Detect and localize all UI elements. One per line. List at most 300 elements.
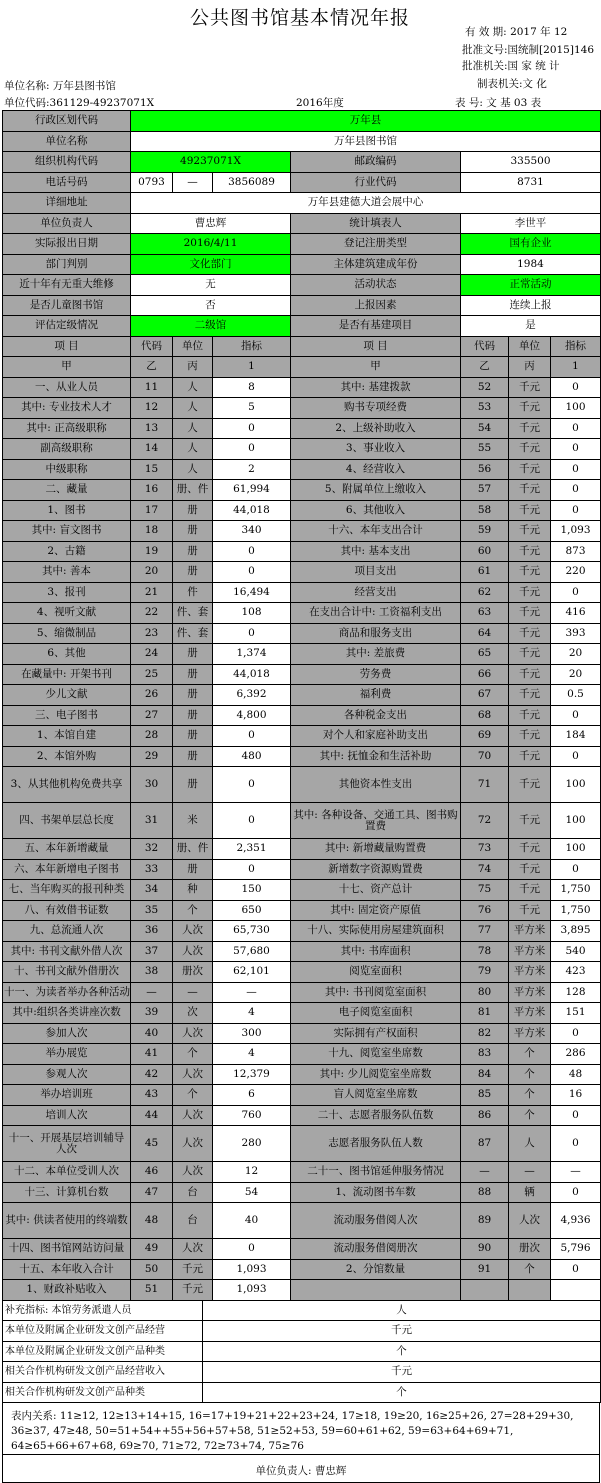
filler-value: 李世平 — [461, 213, 601, 234]
cell-li: 九、总流通人次 — [3, 921, 131, 942]
cell-lc: 15 — [131, 459, 173, 480]
cell-ri: 新增数字资源购置费 — [291, 859, 461, 880]
cell-rv: 1,750 — [551, 900, 601, 921]
cell-ru: 千元 — [509, 880, 551, 901]
cell-lu: 人次 — [173, 1064, 213, 1085]
approval-org: 批准机关:国 家 统 计 — [462, 60, 560, 72]
cell-lu: 人次 — [173, 1239, 213, 1260]
cell-lu: 册 — [173, 685, 213, 706]
cell-ri: 十七、资产总计 — [291, 880, 461, 901]
filler-label: 统计填表人 — [291, 213, 461, 234]
cell-li: 五、本年新增藏量 — [3, 839, 131, 860]
cell-li: 中级职称 — [3, 459, 131, 480]
cell-lu: 册 — [173, 500, 213, 521]
cell-li: 十一、开展基层培训辅导人次 — [3, 1126, 131, 1162]
cell-rc: 62 — [461, 582, 509, 603]
table-row — [3, 623, 601, 644]
cell-ru: 平方米 — [509, 982, 551, 1003]
cell-ri: 4、经营收入 — [291, 459, 461, 480]
table-row — [3, 1162, 601, 1183]
date-value: 2016/4/11 — [131, 234, 291, 255]
supplement-row — [3, 1321, 601, 1342]
cell-ru: 个 — [509, 1085, 551, 1106]
cell-lc: 14 — [131, 439, 173, 460]
cell-rc: 76 — [461, 900, 509, 921]
cell-ru: 千元 — [509, 500, 551, 521]
cell-ri: 商品和服务支出 — [291, 623, 461, 644]
build-year-label: 主体建筑建成年份 — [291, 254, 461, 275]
cell-rc: 85 — [461, 1085, 509, 1106]
cell-lv: 108 — [213, 603, 291, 624]
cell-rc: 82 — [461, 1023, 509, 1044]
relations-label: 表内关系: — [11, 1410, 57, 1422]
cell-lv: 40 — [213, 1203, 291, 1239]
cell-rc: 83 — [461, 1044, 509, 1065]
cell-lu: — — [173, 982, 213, 1003]
cell-lc: 33 — [131, 859, 173, 880]
cell-lv: 62,101 — [213, 962, 291, 983]
colsub-code: 乙 — [131, 357, 173, 378]
cell-lc: 44 — [131, 1105, 173, 1126]
cell-lu: 册、件 — [173, 839, 213, 860]
cell-lu: 册 — [173, 705, 213, 726]
supplement-unit: 千元 — [203, 1321, 601, 1342]
org-code-value: 49237071X — [131, 152, 291, 173]
cell-lc: 45 — [131, 1126, 173, 1162]
cell-lv: 0 — [213, 726, 291, 747]
cell-lv: 2,351 — [213, 839, 291, 860]
cell-rv: 100 — [551, 767, 601, 803]
table-row — [3, 603, 601, 624]
cell-ri: 6、其他收入 — [291, 500, 461, 521]
table-row — [3, 962, 601, 983]
cell-rv: 1,750 — [551, 880, 601, 901]
table-row — [3, 480, 601, 501]
supplement-row — [3, 1362, 601, 1383]
cell-li: 1、图书 — [3, 500, 131, 521]
cell-rv: 0 — [551, 459, 601, 480]
cell-rv: 184 — [551, 726, 601, 747]
cell-rc: 65 — [461, 644, 509, 665]
cell-ru: 人次 — [509, 1203, 551, 1239]
cell-ru: 千元 — [509, 398, 551, 419]
cell-lc: 26 — [131, 685, 173, 706]
cell-lc: 46 — [131, 1162, 173, 1183]
cell-rc: 75 — [461, 880, 509, 901]
cell-li: 六、本年新增电子图书 — [3, 859, 131, 880]
cell-ri — [291, 1280, 461, 1301]
cell-lc: 51 — [131, 1280, 173, 1301]
cell-rv: — — [551, 1162, 601, 1183]
cell-li: 6、其他 — [3, 644, 131, 665]
cell-lv: 6,392 — [213, 685, 291, 706]
cell-lv: 0 — [213, 418, 291, 439]
cell-lc: 50 — [131, 1259, 173, 1280]
cell-lv: 340 — [213, 521, 291, 542]
cell-li: 举办培训班 — [3, 1085, 131, 1106]
cell-lc: 12 — [131, 398, 173, 419]
cell-rv: 20 — [551, 664, 601, 685]
cell-lu: 册 — [173, 726, 213, 747]
cell-rv: 5,796 — [551, 1239, 601, 1260]
cell-li: 少儿文献 — [3, 685, 131, 706]
cell-lu: 册 — [173, 644, 213, 665]
cell-lv: 1,093 — [213, 1259, 291, 1280]
table-row — [3, 746, 601, 767]
table-row — [3, 1085, 601, 1106]
table-row — [3, 644, 601, 665]
supplement-unit: 个 — [203, 1382, 601, 1403]
cell-ru: 千元 — [509, 705, 551, 726]
cell-lv: 57,680 — [213, 941, 291, 962]
table-row — [3, 1064, 601, 1085]
repair-value: 无 — [131, 275, 291, 296]
cell-rc: 54 — [461, 418, 509, 439]
cell-li: 其中: 正高级职称 — [3, 418, 131, 439]
table-row — [3, 459, 601, 480]
cell-lc: 35 — [131, 900, 173, 921]
unit-name-value: 万年县图书馆 — [131, 131, 601, 152]
cell-rv: 220 — [551, 562, 601, 583]
cell-ru: 人 — [509, 1126, 551, 1162]
cell-ru: 平方米 — [509, 1023, 551, 1044]
dept-label: 部门判别 — [3, 254, 131, 275]
report-factor-value: 连续上报 — [461, 295, 601, 316]
cell-rv: 0 — [551, 746, 601, 767]
cell-lv: — — [213, 982, 291, 1003]
cell-ru: 千元 — [509, 377, 551, 398]
cell-li: 3、从其他机构免费共享 — [3, 767, 131, 803]
col-value: 指标 — [551, 336, 601, 357]
cell-lu: 人 — [173, 439, 213, 460]
issuer: 制表机关:文 化 — [477, 78, 547, 90]
cell-ri: 其中: 新增藏量购置费 — [291, 839, 461, 860]
table-row — [3, 726, 601, 747]
org-code-label: 组织机构代码 — [3, 152, 131, 173]
supplement-row — [3, 1300, 601, 1321]
cell-rv: 100 — [551, 803, 601, 839]
table-row — [3, 767, 601, 803]
phone-dash: — — [173, 172, 213, 193]
cell-rv: 393 — [551, 623, 601, 644]
repair-label: 近十年有无重大维修 — [3, 275, 131, 296]
cell-lv: 0 — [213, 859, 291, 880]
address-label: 详细地址 — [3, 193, 131, 214]
cell-ru: 千元 — [509, 459, 551, 480]
cell-ri: 十九、阅览室坐席数 — [291, 1044, 461, 1065]
table-row — [3, 1203, 601, 1239]
cell-lu: 册 — [173, 746, 213, 767]
cell-rc: 68 — [461, 705, 509, 726]
reg-type-label: 登记注册类型 — [291, 234, 461, 255]
col-unit: 单位 — [509, 336, 551, 357]
cell-ri: 2、分馆数量 — [291, 1259, 461, 1280]
cell-li: 1、财政补贴收入 — [3, 1280, 131, 1301]
cell-rv: 0 — [551, 1259, 601, 1280]
colsub-item: 甲 — [291, 357, 461, 378]
cell-lc: 18 — [131, 521, 173, 542]
cell-li: 1、本馆自建 — [3, 726, 131, 747]
cell-lc: 31 — [131, 803, 173, 839]
cell-rc: 73 — [461, 839, 509, 860]
form-no: 表 号: 文 基 03 表 — [455, 97, 542, 109]
cell-lc: 28 — [131, 726, 173, 747]
cell-lc: 38 — [131, 962, 173, 983]
cell-rv: 540 — [551, 941, 601, 962]
table-row — [3, 541, 601, 562]
table-row — [3, 1126, 601, 1162]
cell-lv: 12,379 — [213, 1064, 291, 1085]
cell-li: 七、当年购买的报刊种类 — [3, 880, 131, 901]
cell-lv: 0 — [213, 562, 291, 583]
cell-lc: 42 — [131, 1064, 173, 1085]
cell-li: 其中: 书刊文献外借人次 — [3, 941, 131, 962]
cell-ri: 十八、实际使用房屋建筑面积 — [291, 921, 461, 942]
supplement-label: 相关合作机构研发文创产品经营收入 — [3, 1362, 203, 1383]
cell-lu: 米 — [173, 803, 213, 839]
cell-lc: 36 — [131, 921, 173, 942]
cell-ri: 流动服务借阅册次 — [291, 1239, 461, 1260]
cell-lu: 人次 — [173, 1023, 213, 1044]
table-row — [3, 500, 601, 521]
cell-ru: 平方米 — [509, 962, 551, 983]
cell-rv: 151 — [551, 1003, 601, 1024]
cell-lc: 39 — [131, 1003, 173, 1024]
postcode-label: 邮政编码 — [291, 152, 461, 173]
cell-lv: 0 — [213, 541, 291, 562]
unit-code: 单位代码:361129-49237071X — [4, 97, 155, 109]
cell-lu: 件、套 — [173, 623, 213, 644]
cell-rv: 0 — [551, 859, 601, 880]
cell-lu: 册 — [173, 521, 213, 542]
cell-lu: 册次 — [173, 962, 213, 983]
table-row — [3, 1239, 601, 1260]
table-row — [3, 982, 601, 1003]
table-row — [3, 1280, 601, 1301]
cell-lv: 5 — [213, 398, 291, 419]
cell-rc: 63 — [461, 603, 509, 624]
cell-lu: 人 — [173, 459, 213, 480]
cell-ri: 其中: 抚恤金和生活补助 — [291, 746, 461, 767]
cell-lv: 65,730 — [213, 921, 291, 942]
unit-name-label: 单位名称 — [3, 131, 131, 152]
date-label: 实际报出日期 — [3, 234, 131, 255]
cell-ri: 项目支出 — [291, 562, 461, 583]
cell-ru: 千元 — [509, 726, 551, 747]
cell-rv: 4,936 — [551, 1203, 601, 1239]
cell-rv: 20 — [551, 644, 601, 665]
cell-rc: 70 — [461, 746, 509, 767]
cell-lv: 8 — [213, 377, 291, 398]
col-value: 指标 — [213, 336, 291, 357]
cell-rv: 48 — [551, 1064, 601, 1085]
cell-ru: 千元 — [509, 803, 551, 839]
cell-rv: 0 — [551, 500, 601, 521]
cell-lu: 人次 — [173, 921, 213, 942]
cell-rv: 0 — [551, 1182, 601, 1203]
cell-ri: 劳务费 — [291, 664, 461, 685]
page-title: 公共图书馆基本情况年报 — [189, 7, 410, 29]
table-row — [3, 377, 601, 398]
cell-rc: — — [461, 1162, 509, 1183]
reg-type-value: 国有企业 — [461, 234, 601, 255]
cell-lv: 0 — [213, 803, 291, 839]
cell-lc: 22 — [131, 603, 173, 624]
cell-ri: 电子阅览室面积 — [291, 1003, 461, 1024]
cell-lu: 册 — [173, 859, 213, 880]
cell-ri: 1、流动图书车数 — [291, 1182, 461, 1203]
cell-li: 4、视听文献 — [3, 603, 131, 624]
grade-label: 评估定级情况 — [3, 316, 131, 337]
supplement-label: 本单位及附属企业研发文创产品种类 — [3, 1341, 203, 1362]
cell-rv: 1,093 — [551, 521, 601, 542]
table-row — [3, 685, 601, 706]
cell-rv: 100 — [551, 398, 601, 419]
cell-rv: 128 — [551, 982, 601, 1003]
cell-rc: 58 — [461, 500, 509, 521]
cell-ru — [509, 1280, 551, 1301]
industry-value: 8731 — [461, 172, 601, 193]
colsub-code: 乙 — [461, 357, 509, 378]
cell-ri: 其中: 书刊阅览室面积 — [291, 982, 461, 1003]
cell-lu: 册 — [173, 664, 213, 685]
cell-lu: 人次 — [173, 1162, 213, 1183]
cell-rv: 0 — [551, 1105, 601, 1126]
cell-li: 副高级职称 — [3, 439, 131, 460]
cell-lu: 人 — [173, 418, 213, 439]
table-row — [3, 705, 601, 726]
validity: 有 效 期: 2017 年 12 — [465, 26, 568, 38]
cell-ru: 千元 — [509, 582, 551, 603]
cell-ri: 5、附属单位上缴收入 — [291, 480, 461, 501]
cell-lv: 480 — [213, 746, 291, 767]
cell-rv: 3,895 — [551, 921, 601, 942]
cell-rc: 72 — [461, 803, 509, 839]
cell-lc: 30 — [131, 767, 173, 803]
cell-lu: 千元 — [173, 1280, 213, 1301]
cell-ru: 千元 — [509, 839, 551, 860]
main-table — [2, 110, 601, 1403]
unit-name: 单位名称: 万年县图书馆 — [4, 80, 116, 92]
address-value: 万年县建德大道会展中心 — [131, 193, 601, 214]
cell-rv: 0.5 — [551, 685, 601, 706]
cell-li: 一、从业人员 — [3, 377, 131, 398]
cell-rc: 86 — [461, 1105, 509, 1126]
cell-lc: 23 — [131, 623, 173, 644]
table-row — [3, 921, 601, 942]
cell-rv: 0 — [551, 439, 601, 460]
cell-rc: 77 — [461, 921, 509, 942]
cell-ru: 平方米 — [509, 941, 551, 962]
table-row — [3, 880, 601, 901]
cell-rv: 100 — [551, 839, 601, 860]
cell-li: 2、本馆外购 — [3, 746, 131, 767]
cell-lv: 1,093 — [213, 1280, 291, 1301]
cell-rc: 78 — [461, 941, 509, 962]
cell-li: 八、有效借书证数 — [3, 900, 131, 921]
cell-ri: 流动服务借阅人次 — [291, 1203, 461, 1239]
cell-rv: 0 — [551, 1023, 601, 1044]
report-year: 2016年度 — [296, 97, 344, 109]
cell-rc: 90 — [461, 1239, 509, 1260]
cell-ri: 其中: 固定资产原值 — [291, 900, 461, 921]
cell-li: 三、电子图书 — [3, 705, 131, 726]
cell-ri: 福利费 — [291, 685, 461, 706]
cell-rc: 52 — [461, 377, 509, 398]
cell-lc: 17 — [131, 500, 173, 521]
cell-lu: 件、套 — [173, 603, 213, 624]
phone-area: 0793 — [131, 172, 173, 193]
cell-lc: 48 — [131, 1203, 173, 1239]
cell-ru: 千元 — [509, 644, 551, 665]
table-row — [3, 1105, 601, 1126]
cell-lc: 25 — [131, 664, 173, 685]
cell-ru: 千元 — [509, 664, 551, 685]
cell-rc — [461, 1280, 509, 1301]
relations-text: 11≥12, 12≥13+14+15, 16=17+19+21+22+23+24, 17≥18, 19≥20, 16≥25+26, 27=28+29+30, 36≥37, 47≥48, 50=51+54++55+56+57+58, 51≥52+53, 59=60+61+62, 59=63+64+69+71, 64≥65+66+67+68, 69≥70, 71≥72, 72≥73+74, 75≥76 — [11, 1410, 574, 1452]
table-row — [3, 418, 601, 439]
cell-lc: 21 — [131, 582, 173, 603]
table-row — [3, 839, 601, 860]
cell-lv: 650 — [213, 900, 291, 921]
cell-rc: 69 — [461, 726, 509, 747]
cell-lu: 次 — [173, 1003, 213, 1024]
cell-li: 2、古籍 — [3, 541, 131, 562]
table-row — [3, 1182, 601, 1203]
footer-head: 单位负责人: 曹忠辉 — [255, 1465, 347, 1477]
region-label: 行政区划代码 — [3, 111, 131, 132]
cell-lu: 件 — [173, 582, 213, 603]
col-item: 项 目 — [3, 336, 131, 357]
cell-lv: 280 — [213, 1126, 291, 1162]
col-unit: 单位 — [173, 336, 213, 357]
build-year-value: 1984 — [461, 254, 601, 275]
construct-label: 是否有基建项目 — [291, 316, 461, 337]
cell-ru: 千元 — [509, 767, 551, 803]
cell-ru: 个 — [509, 1259, 551, 1280]
cell-ri: 其中: 差旅费 — [291, 644, 461, 665]
industry-label: 行业代码 — [291, 172, 461, 193]
col-code: 代码 — [131, 336, 173, 357]
cell-li: 3、报刊 — [3, 582, 131, 603]
cell-rc: 55 — [461, 439, 509, 460]
cell-lc: 27 — [131, 705, 173, 726]
cell-ri: 志愿者服务队伍人数 — [291, 1126, 461, 1162]
table-row — [3, 803, 601, 839]
colsub-value: 1 — [213, 357, 291, 378]
cell-lu: 册 — [173, 767, 213, 803]
cell-lu: 人 — [173, 377, 213, 398]
status-value: 正常活动 — [461, 275, 601, 296]
cell-ru: 千元 — [509, 562, 551, 583]
cell-ru: 千元 — [509, 439, 551, 460]
cell-ru: — — [509, 1162, 551, 1183]
cell-rc: 80 — [461, 982, 509, 1003]
cell-lc: 11 — [131, 377, 173, 398]
cell-li: 其中: 专业技术人才 — [3, 398, 131, 419]
cell-ri: 阅览室面积 — [291, 962, 461, 983]
cell-lv: 4 — [213, 1044, 291, 1065]
cell-ri: 二十一、图书馆延伸服务情况 — [291, 1162, 461, 1183]
cell-rc: 87 — [461, 1126, 509, 1162]
cell-ri: 对个人和家庭补助支出 — [291, 726, 461, 747]
cell-rc: 89 — [461, 1203, 509, 1239]
cell-lv: 150 — [213, 880, 291, 901]
cell-rv — [551, 1280, 601, 1301]
cell-rc: 67 — [461, 685, 509, 706]
cell-rv: 0 — [551, 582, 601, 603]
cell-lc: 29 — [131, 746, 173, 767]
